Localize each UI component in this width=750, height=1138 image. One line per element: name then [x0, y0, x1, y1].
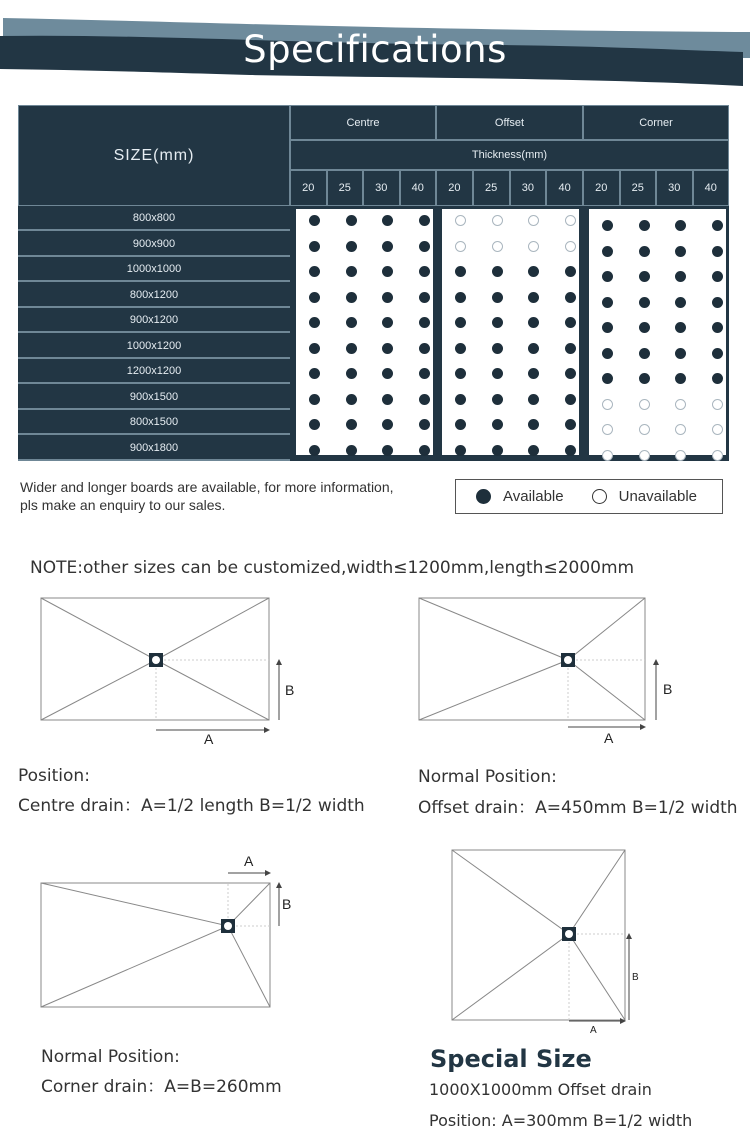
thickness-header: 20 — [436, 170, 473, 206]
row-size-label: 1200x1200 — [18, 360, 290, 384]
size-header: SIZE(mm) — [18, 105, 290, 206]
page-title: Specifications — [243, 28, 507, 71]
thickness-header: 25 — [327, 170, 364, 206]
corner-caption-title: Normal Position: — [41, 1047, 180, 1067]
offset-caption-text: Offset drain：A=450mm B=1/2 width — [418, 798, 738, 818]
legend-unavailable: Unavailable — [618, 488, 697, 505]
label-a: A — [590, 1025, 597, 1036]
label-a: A — [244, 853, 254, 869]
thickness-header: 40 — [546, 170, 583, 206]
special-size-diagram — [452, 850, 629, 1021]
group-header-centre: Centre — [290, 105, 436, 140]
footnote-line2: pls make an enquiry to our sales. — [20, 497, 226, 513]
footnote-line1: Wider and longer boards are available, for more information, — [20, 479, 394, 495]
row-size-label: 800x800 — [18, 207, 290, 231]
label-b: B — [285, 682, 295, 698]
centre-caption-title: Position: — [18, 766, 90, 786]
label-b: B — [282, 896, 292, 912]
thickness-header-title: Thickness(mm) — [290, 140, 729, 170]
thickness-header: 30 — [363, 170, 400, 206]
thickness-header: 25 — [620, 170, 657, 206]
special-size-heading: Special Size — [430, 1045, 592, 1073]
legend-available: Available — [503, 488, 564, 505]
row-size-label: 900x1500 — [18, 386, 290, 410]
thickness-header: 30 — [510, 170, 547, 206]
thickness-header: 40 — [400, 170, 437, 206]
row-size-label: 900x1200 — [18, 309, 290, 333]
thickness-header: 25 — [473, 170, 510, 206]
row-size-label: 900x900 — [18, 233, 290, 257]
group-header-offset: Offset — [436, 105, 583, 140]
label-a: A — [604, 730, 614, 746]
thickness-header: 20 — [290, 170, 327, 206]
thickness-header: 30 — [656, 170, 693, 206]
corner-drain-diagram — [41, 873, 279, 1007]
row-size-label: 800x1500 — [18, 411, 290, 435]
row-size-label: 1000x1000 — [18, 258, 290, 282]
offset-caption-title: Normal Position: — [418, 767, 557, 787]
centre-drain-diagram — [41, 598, 279, 730]
group-header-corner: Corner — [583, 105, 729, 140]
label-b: B — [632, 972, 639, 983]
label-a: A — [204, 731, 214, 747]
customize-note: NOTE:other sizes can be customized,width≤1200mm,length≤2000mm — [30, 558, 635, 578]
row-size-label: 900x1800 — [18, 437, 290, 461]
centre-caption-text: Centre drain：A=1/2 length B=1/2 width — [18, 796, 365, 816]
special-caption-text: Position: A=300mm B=1/2 width — [429, 1111, 693, 1130]
label-b: B — [663, 681, 673, 697]
offset-drain-diagram — [419, 598, 656, 727]
row-size-label: 1000x1200 — [18, 335, 290, 359]
thickness-header: 40 — [693, 170, 730, 206]
corner-caption-text: Corner drain：A=B=260mm — [41, 1077, 282, 1097]
row-size-label: 800x1200 — [18, 284, 290, 308]
special-caption-title: 1000X1000mm Offset drain — [429, 1080, 652, 1099]
thickness-header: 20 — [583, 170, 620, 206]
